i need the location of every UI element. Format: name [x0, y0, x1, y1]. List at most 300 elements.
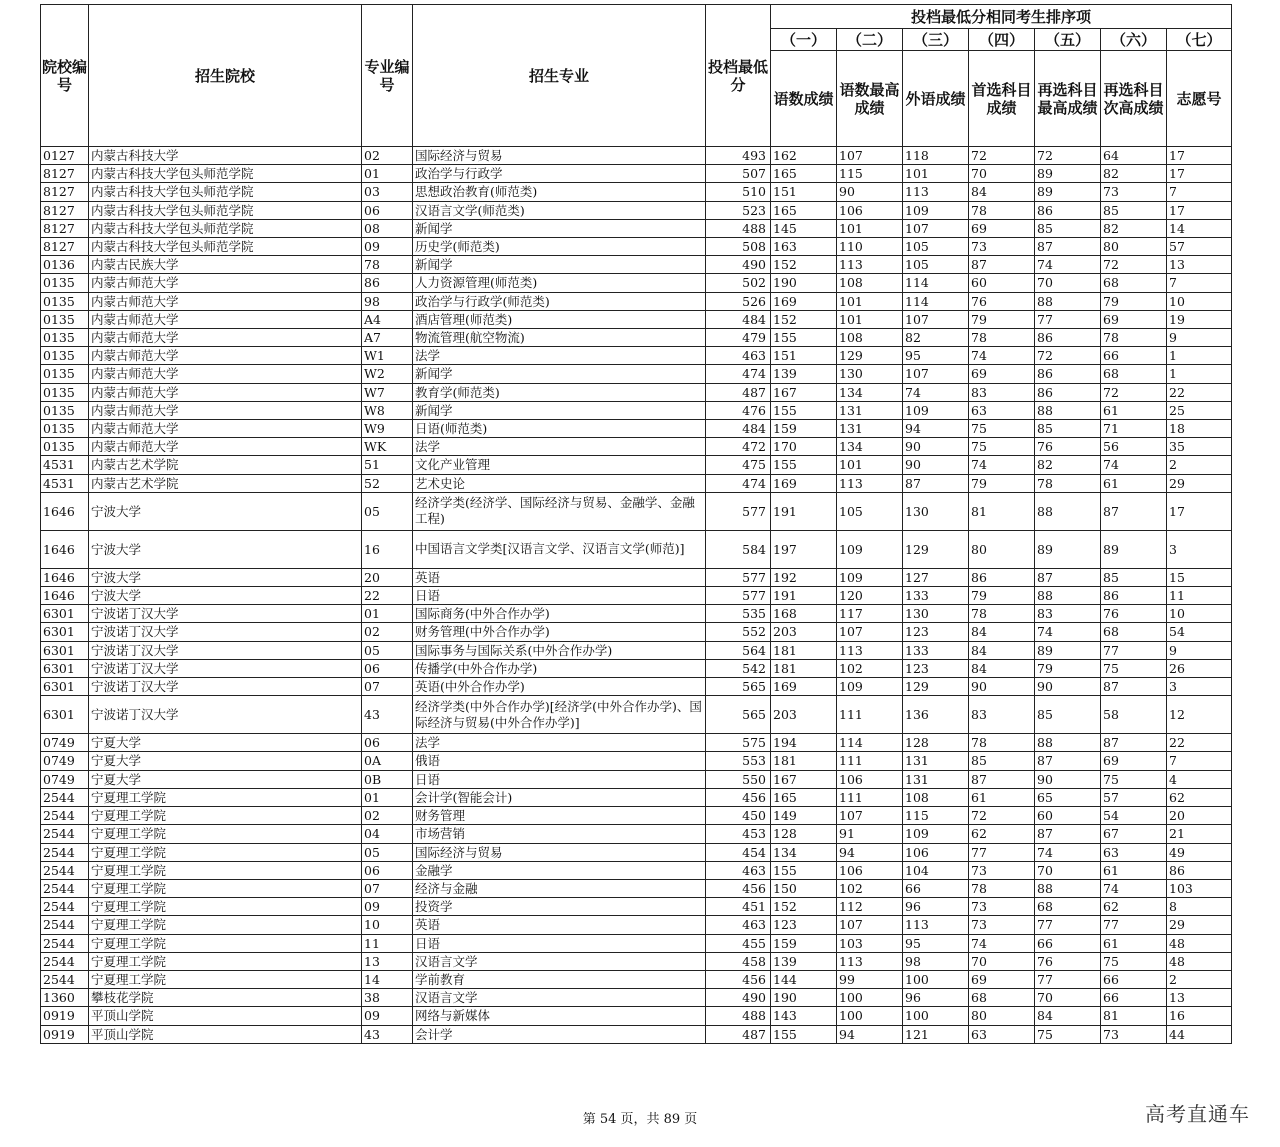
min-score-cell: 455 — [706, 934, 771, 952]
school-code-cell: 0135 — [41, 292, 89, 310]
school-code-cell: 0127 — [41, 147, 89, 165]
sort7-cell: 3 — [1167, 678, 1232, 696]
sort3-cell: 96 — [903, 989, 969, 1007]
sort3-cell: 127 — [903, 568, 969, 586]
major-name-cell: 历史学(师范类) — [413, 238, 706, 256]
sort3-cell: 109 — [903, 201, 969, 219]
sort4-cell: 73 — [969, 916, 1035, 934]
table-row — [41, 989, 1232, 1007]
major-code-cell: 16 — [362, 530, 413, 568]
major-name-cell: 国际商务(中外合作办学) — [413, 605, 706, 623]
header-sort-number: （二） — [837, 29, 903, 51]
sort2-cell: 109 — [837, 568, 903, 586]
major-code-cell: 10 — [362, 916, 413, 934]
school-name-cell: 内蒙古师范大学 — [89, 292, 362, 310]
min-score-cell: 484 — [706, 310, 771, 328]
min-score-cell: 565 — [706, 678, 771, 696]
sort1-cell: 167 — [771, 383, 837, 401]
sort2-cell: 101 — [837, 310, 903, 328]
sort3-cell: 113 — [903, 916, 969, 934]
major-name-cell: 新闻学 — [413, 219, 706, 237]
major-code-cell: 98 — [362, 292, 413, 310]
sort4-cell: 83 — [969, 696, 1035, 734]
sort5-cell: 65 — [1035, 788, 1101, 806]
sort6-cell: 79 — [1101, 292, 1167, 310]
header-sort-item: 语数成绩 — [771, 51, 837, 147]
school-name-cell: 宁夏理工学院 — [89, 970, 362, 988]
table-row — [41, 456, 1232, 474]
sort7-cell: 48 — [1167, 934, 1232, 952]
school-code-cell: 2544 — [41, 807, 89, 825]
header-sort-number: （三） — [903, 29, 969, 51]
min-score-cell: 474 — [706, 474, 771, 492]
header-school: 招生院校 — [89, 5, 362, 147]
major-code-cell: 22 — [362, 587, 413, 605]
table-row — [41, 916, 1232, 934]
table-row — [41, 347, 1232, 365]
table-row — [41, 274, 1232, 292]
sort7-cell: 1 — [1167, 365, 1232, 383]
school-code-cell: 0919 — [41, 1007, 89, 1025]
sort3-cell: 98 — [903, 952, 969, 970]
sort1-cell: 165 — [771, 165, 837, 183]
sort6-cell: 64 — [1101, 147, 1167, 165]
school-name-cell: 内蒙古师范大学 — [89, 310, 362, 328]
school-name-cell: 平顶山学院 — [89, 1025, 362, 1043]
sort6-cell: 67 — [1101, 825, 1167, 843]
sort6-cell: 75 — [1101, 952, 1167, 970]
sort6-cell: 77 — [1101, 916, 1167, 934]
school-code-cell: 1646 — [41, 587, 89, 605]
sort2-cell: 115 — [837, 165, 903, 183]
school-name-cell: 宁夏理工学院 — [89, 843, 362, 861]
table-row — [41, 474, 1232, 492]
sort1-cell: 139 — [771, 952, 837, 970]
sort4-cell: 83 — [969, 383, 1035, 401]
sort4-cell: 62 — [969, 825, 1035, 843]
sort7-cell: 20 — [1167, 807, 1232, 825]
major-name-cell: 中国语言文学类[汉语言文学、汉语言文学(师范)] — [413, 530, 706, 568]
sort5-cell: 82 — [1035, 456, 1101, 474]
sort4-cell: 69 — [969, 365, 1035, 383]
sort3-cell: 128 — [903, 734, 969, 752]
school-name-cell: 内蒙古师范大学 — [89, 347, 362, 365]
sort5-cell: 84 — [1035, 1007, 1101, 1025]
major-code-cell: 07 — [362, 678, 413, 696]
sort1-cell: 152 — [771, 310, 837, 328]
table-row — [41, 587, 1232, 605]
sort1-cell: 194 — [771, 734, 837, 752]
major-name-cell: 物流管理(航空物流) — [413, 329, 706, 347]
sort7-cell: 1 — [1167, 347, 1232, 365]
sort7-cell: 4 — [1167, 770, 1232, 788]
sort7-cell: 62 — [1167, 788, 1232, 806]
school-code-cell: 0919 — [41, 1025, 89, 1043]
sort5-cell: 77 — [1035, 310, 1101, 328]
min-score-cell: 451 — [706, 898, 771, 916]
sort6-cell: 85 — [1101, 201, 1167, 219]
major-name-cell: 法学 — [413, 347, 706, 365]
sort4-cell: 74 — [969, 347, 1035, 365]
school-code-cell: 6301 — [41, 678, 89, 696]
major-code-cell: 02 — [362, 147, 413, 165]
sort5-cell: 87 — [1035, 752, 1101, 770]
major-name-cell: 文化产业管理 — [413, 456, 706, 474]
sort6-cell: 66 — [1101, 989, 1167, 1007]
school-name-cell: 宁夏大学 — [89, 770, 362, 788]
sort4-cell: 68 — [969, 989, 1035, 1007]
sort3-cell: 107 — [903, 219, 969, 237]
school-name-cell: 宁夏理工学院 — [89, 807, 362, 825]
sort3-cell: 90 — [903, 456, 969, 474]
sort5-cell: 70 — [1035, 989, 1101, 1007]
sort2-cell: 100 — [837, 989, 903, 1007]
sort4-cell: 78 — [969, 734, 1035, 752]
school-name-cell: 内蒙古师范大学 — [89, 438, 362, 456]
major-name-cell: 汉语言文学 — [413, 989, 706, 1007]
sort6-cell: 61 — [1101, 934, 1167, 952]
sort5-cell: 77 — [1035, 916, 1101, 934]
school-name-cell: 内蒙古科技大学 — [89, 147, 362, 165]
sort3-cell: 74 — [903, 383, 969, 401]
min-score-cell: 542 — [706, 659, 771, 677]
major-name-cell: 网络与新媒体 — [413, 1007, 706, 1025]
major-name-cell: 英语 — [413, 568, 706, 586]
sort3-cell: 95 — [903, 934, 969, 952]
sort7-cell: 49 — [1167, 843, 1232, 861]
sort7-cell: 57 — [1167, 238, 1232, 256]
sort2-cell: 107 — [837, 807, 903, 825]
min-score-cell: 463 — [706, 347, 771, 365]
sort4-cell: 70 — [969, 952, 1035, 970]
sort2-cell: 108 — [837, 274, 903, 292]
sort2-cell: 111 — [837, 696, 903, 734]
major-name-cell: 政治学与行政学 — [413, 165, 706, 183]
major-name-cell: 学前教育 — [413, 970, 706, 988]
major-code-cell: W9 — [362, 420, 413, 438]
major-code-cell: 01 — [362, 165, 413, 183]
min-score-cell: 526 — [706, 292, 771, 310]
sort4-cell: 78 — [969, 201, 1035, 219]
sort5-cell: 90 — [1035, 770, 1101, 788]
sort5-cell: 90 — [1035, 678, 1101, 696]
sort1-cell: 165 — [771, 788, 837, 806]
major-code-cell: 01 — [362, 788, 413, 806]
header-sort-item: 语数最高成绩 — [837, 51, 903, 147]
sort2-cell: 134 — [837, 438, 903, 456]
sort2-cell: 101 — [837, 292, 903, 310]
school-code-cell: 4531 — [41, 474, 89, 492]
sort7-cell: 7 — [1167, 183, 1232, 201]
min-score-cell: 490 — [706, 256, 771, 274]
header-major-code: 专业编号 — [362, 5, 413, 147]
sort5-cell: 76 — [1035, 438, 1101, 456]
table-row — [41, 1025, 1232, 1043]
table-row — [41, 420, 1232, 438]
table-row — [41, 292, 1232, 310]
sort5-cell: 70 — [1035, 861, 1101, 879]
sort5-cell: 88 — [1035, 879, 1101, 897]
sort4-cell: 80 — [969, 1007, 1035, 1025]
school-name-cell: 内蒙古师范大学 — [89, 329, 362, 347]
sort2-cell: 117 — [837, 605, 903, 623]
sort1-cell: 152 — [771, 256, 837, 274]
sort7-cell: 2 — [1167, 456, 1232, 474]
sort3-cell: 118 — [903, 147, 969, 165]
min-score-cell: 475 — [706, 456, 771, 474]
header-sort-number: （五） — [1035, 29, 1101, 51]
major-name-cell: 日语 — [413, 587, 706, 605]
sort5-cell: 89 — [1035, 183, 1101, 201]
sort7-cell: 8 — [1167, 898, 1232, 916]
sort3-cell: 123 — [903, 623, 969, 641]
sort6-cell: 68 — [1101, 365, 1167, 383]
sort4-cell: 61 — [969, 788, 1035, 806]
sort4-cell: 72 — [969, 147, 1035, 165]
sort7-cell: 22 — [1167, 734, 1232, 752]
major-name-cell: 会计学(智能会计) — [413, 788, 706, 806]
table-row — [41, 219, 1232, 237]
sort6-cell: 74 — [1101, 879, 1167, 897]
sort4-cell: 79 — [969, 474, 1035, 492]
sort3-cell: 133 — [903, 587, 969, 605]
major-name-cell: 汉语言文学 — [413, 952, 706, 970]
sort7-cell: 29 — [1167, 474, 1232, 492]
sort5-cell: 77 — [1035, 970, 1101, 988]
sort5-cell: 85 — [1035, 696, 1101, 734]
sort5-cell: 88 — [1035, 587, 1101, 605]
major-code-cell: 51 — [362, 456, 413, 474]
sort1-cell: 197 — [771, 530, 837, 568]
sort5-cell: 74 — [1035, 256, 1101, 274]
sort5-cell: 88 — [1035, 734, 1101, 752]
sort2-cell: 106 — [837, 201, 903, 219]
sort2-cell: 105 — [837, 492, 903, 530]
sort5-cell: 83 — [1035, 605, 1101, 623]
sort6-cell: 86 — [1101, 587, 1167, 605]
sort7-cell: 86 — [1167, 861, 1232, 879]
sort6-cell: 85 — [1101, 568, 1167, 586]
sort3-cell: 114 — [903, 274, 969, 292]
school-code-cell: 0135 — [41, 329, 89, 347]
sort2-cell: 111 — [837, 788, 903, 806]
sort1-cell: 128 — [771, 825, 837, 843]
major-name-cell: 财务管理 — [413, 807, 706, 825]
sort2-cell: 91 — [837, 825, 903, 843]
school-code-cell: 8127 — [41, 183, 89, 201]
sort7-cell: 17 — [1167, 492, 1232, 530]
min-score-cell: 453 — [706, 825, 771, 843]
min-score-cell: 510 — [706, 183, 771, 201]
sort5-cell: 60 — [1035, 807, 1101, 825]
table-row — [41, 310, 1232, 328]
sort3-cell: 95 — [903, 347, 969, 365]
min-score-cell: 577 — [706, 587, 771, 605]
sort7-cell: 26 — [1167, 659, 1232, 677]
sort4-cell: 74 — [969, 456, 1035, 474]
sort7-cell: 3 — [1167, 530, 1232, 568]
table-row — [41, 952, 1232, 970]
sort6-cell: 68 — [1101, 623, 1167, 641]
sort5-cell: 66 — [1035, 934, 1101, 952]
school-code-cell: 6301 — [41, 605, 89, 623]
min-score-cell: 476 — [706, 401, 771, 419]
sort7-cell: 15 — [1167, 568, 1232, 586]
sort4-cell: 75 — [969, 438, 1035, 456]
sort2-cell: 120 — [837, 587, 903, 605]
table-row — [41, 147, 1232, 165]
major-code-cell: 06 — [362, 861, 413, 879]
sort5-cell: 87 — [1035, 825, 1101, 843]
sort3-cell: 104 — [903, 861, 969, 879]
school-name-cell: 内蒙古师范大学 — [89, 383, 362, 401]
sort2-cell: 114 — [837, 734, 903, 752]
major-name-cell: 酒店管理(师范类) — [413, 310, 706, 328]
school-name-cell: 内蒙古艺术学院 — [89, 456, 362, 474]
school-code-cell: 0749 — [41, 734, 89, 752]
sort6-cell: 73 — [1101, 183, 1167, 201]
major-code-cell: 09 — [362, 898, 413, 916]
sort1-cell: 163 — [771, 238, 837, 256]
sort1-cell: 167 — [771, 770, 837, 788]
sort6-cell: 69 — [1101, 752, 1167, 770]
school-name-cell: 宁波诺丁汉大学 — [89, 623, 362, 641]
major-code-cell: 43 — [362, 1025, 413, 1043]
sort5-cell: 85 — [1035, 420, 1101, 438]
sort6-cell: 71 — [1101, 420, 1167, 438]
major-code-cell: 52 — [362, 474, 413, 492]
sort5-cell: 86 — [1035, 329, 1101, 347]
school-code-cell: 2544 — [41, 970, 89, 988]
major-code-cell: A7 — [362, 329, 413, 347]
school-name-cell: 内蒙古科技大学包头师范学院 — [89, 183, 362, 201]
school-code-cell: 0135 — [41, 310, 89, 328]
sort2-cell: 112 — [837, 898, 903, 916]
table-row — [41, 568, 1232, 586]
sort5-cell: 89 — [1035, 165, 1101, 183]
sort2-cell: 130 — [837, 365, 903, 383]
sort7-cell: 12 — [1167, 696, 1232, 734]
school-name-cell: 内蒙古艺术学院 — [89, 474, 362, 492]
school-name-cell: 宁夏理工学院 — [89, 861, 362, 879]
school-name-cell: 宁夏理工学院 — [89, 879, 362, 897]
sort5-cell: 70 — [1035, 274, 1101, 292]
major-code-cell: 03 — [362, 183, 413, 201]
major-name-cell: 新闻学 — [413, 256, 706, 274]
major-code-cell: 09 — [362, 238, 413, 256]
major-name-cell: 经济与金融 — [413, 879, 706, 897]
sort3-cell: 131 — [903, 752, 969, 770]
school-code-cell: 0135 — [41, 347, 89, 365]
sort5-cell: 78 — [1035, 474, 1101, 492]
min-score-cell: 487 — [706, 1025, 771, 1043]
major-name-cell: 法学 — [413, 438, 706, 456]
school-name-cell: 内蒙古师范大学 — [89, 420, 362, 438]
school-code-cell: 2544 — [41, 788, 89, 806]
watermark-brand: 高考直通车 — [1145, 1102, 1250, 1126]
school-code-cell: 2544 — [41, 861, 89, 879]
sort1-cell: 181 — [771, 659, 837, 677]
major-code-cell: W1 — [362, 347, 413, 365]
school-code-cell: 0749 — [41, 752, 89, 770]
sort1-cell: 203 — [771, 623, 837, 641]
sort1-cell: 159 — [771, 420, 837, 438]
sort7-cell: 14 — [1167, 219, 1232, 237]
sort3-cell: 129 — [903, 678, 969, 696]
sort4-cell: 69 — [969, 219, 1035, 237]
sort5-cell: 86 — [1035, 201, 1101, 219]
min-score-cell: 552 — [706, 623, 771, 641]
min-score-cell: 484 — [706, 420, 771, 438]
major-code-cell: 78 — [362, 256, 413, 274]
table-row — [41, 788, 1232, 806]
school-code-cell: 1646 — [41, 492, 89, 530]
sort7-cell: 9 — [1167, 641, 1232, 659]
table-row — [41, 492, 1232, 530]
table-row — [41, 843, 1232, 861]
major-code-cell: WK — [362, 438, 413, 456]
sort1-cell: 155 — [771, 329, 837, 347]
major-code-cell: 08 — [362, 219, 413, 237]
sort1-cell: 192 — [771, 568, 837, 586]
sort6-cell: 62 — [1101, 898, 1167, 916]
sort6-cell: 74 — [1101, 456, 1167, 474]
sort3-cell: 96 — [903, 898, 969, 916]
school-name-cell: 内蒙古师范大学 — [89, 401, 362, 419]
min-score-cell: 488 — [706, 219, 771, 237]
sort6-cell: 87 — [1101, 678, 1167, 696]
school-code-cell: 6301 — [41, 623, 89, 641]
sort4-cell: 73 — [969, 898, 1035, 916]
major-code-cell: 01 — [362, 605, 413, 623]
school-name-cell: 宁夏大学 — [89, 752, 362, 770]
sort1-cell: 155 — [771, 1025, 837, 1043]
admission-score-table — [40, 4, 1232, 1044]
header-sort-item: 再选科目最高成绩 — [1035, 51, 1101, 147]
sort4-cell: 79 — [969, 310, 1035, 328]
school-name-cell: 内蒙古师范大学 — [89, 365, 362, 383]
major-name-cell: 思想政治教育(师范类) — [413, 183, 706, 201]
sort2-cell: 111 — [837, 752, 903, 770]
school-code-cell: 6301 — [41, 641, 89, 659]
sort3-cell: 107 — [903, 365, 969, 383]
sort4-cell: 63 — [969, 1025, 1035, 1043]
sort5-cell: 86 — [1035, 365, 1101, 383]
sort3-cell: 131 — [903, 770, 969, 788]
school-name-cell: 宁夏理工学院 — [89, 934, 362, 952]
sort1-cell: 134 — [771, 843, 837, 861]
sort2-cell: 102 — [837, 659, 903, 677]
sort4-cell: 85 — [969, 752, 1035, 770]
sort7-cell: 48 — [1167, 952, 1232, 970]
major-code-cell: 05 — [362, 641, 413, 659]
sort2-cell: 134 — [837, 383, 903, 401]
min-score-cell: 454 — [706, 843, 771, 861]
sort6-cell: 66 — [1101, 347, 1167, 365]
school-name-cell: 内蒙古师范大学 — [89, 274, 362, 292]
table-row — [41, 438, 1232, 456]
header-sort-number: （七） — [1167, 29, 1232, 51]
sort2-cell: 106 — [837, 770, 903, 788]
header-sort-item: 再选科目次高成绩 — [1101, 51, 1167, 147]
sort7-cell: 18 — [1167, 420, 1232, 438]
sort3-cell: 123 — [903, 659, 969, 677]
table-row — [41, 752, 1232, 770]
sort7-cell: 11 — [1167, 587, 1232, 605]
header-sort-number: （一） — [771, 29, 837, 51]
header-school-code: 院校编号 — [41, 5, 89, 147]
school-code-cell: 1360 — [41, 989, 89, 1007]
